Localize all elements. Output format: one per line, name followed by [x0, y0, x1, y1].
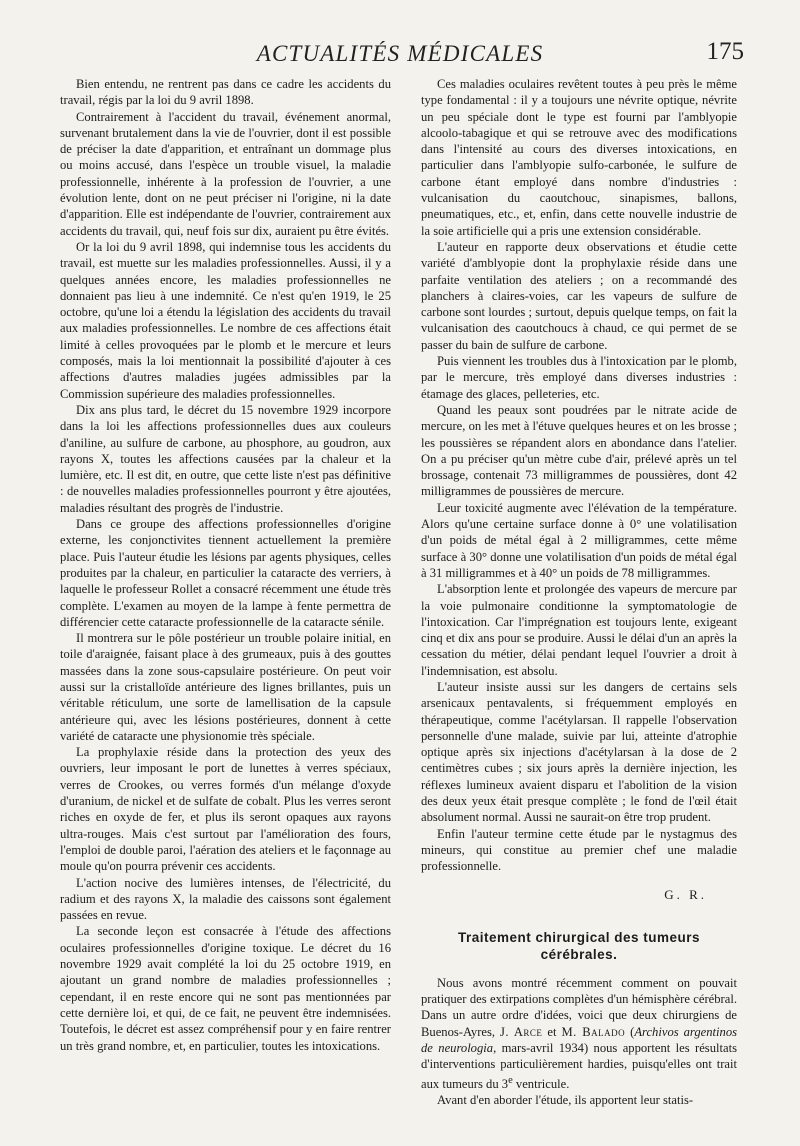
paragraph: L'action nocive des lumières intenses, de l'électricité, du radium et des rayons X, la maladie des caissons sont également passées en revue.: [60, 875, 391, 923]
paragraph: Ces maladies oculaires revêtent toutes à peu près le même type fondamental : il y a toujours une névrite optique, névrite un peu spéciale dont le type est fourni par l'amblyopie alcoolo-tabagique et qui se retrouve avec des modifications dans l'intensité au cours des diverses intoxications, en particulier dans l'amblyopie sulfo-carbonée, le sulfure de carbone étant employé dans nombre d'industries : vulcanisation du caoutchouc, sinapismes, ballons, pneumatiques, etc., et, enfin, dans cette nouvelle industrie de la soie artificielle qui a pris une extension considérable.: [421, 77, 737, 238]
paragraph: Leur toxicité augmente avec l'élévation de la température. Alors qu'une certaine surface donne à 0° une volatilisation d'un poids de métal égal à 2 milligrammes, cette même surface à 30° donne une volatilisation d'un poids de métal égal à 31 milligrammes et à 40° un poids de 78 milligrammes.: [421, 500, 737, 580]
author-name: J. Arce: [500, 1024, 543, 1039]
paragraph: L'auteur insiste aussi sur les dangers de certains sels arsenicaux pentavalents, si fréquemment employés en thérapeutique, comme l'acétylarsan. Il rappelle l'observation personnelle d'une malade, suivie par lui, atteinte d'atrophie optique après six injections d'acétylarsan à la dose de 2 centimètres cubes ; six jours après la dernière injection, les réflexes lumineux avaient disparu et l'abolition de la vision des deux yeux était presque complète ; le fond de l'œil était absolument normal. Aussi ne saurait-on être trop prudent.: [421, 679, 737, 825]
page-header: [0, 38, 800, 70]
paragraph: Dans ce groupe des affections professionnelles d'origine externe, les conjonctivites tiennent actuellement la première place. Puis l'auteur étudie les lésions par agents physiques, celles produites par la chaleur, en particulier la cataracte des verriers, à laquelle le professeur Rollet a consacré récemment une étude très complète. L'examen au moyen de la lampe à fente permettra de différencier cette cataracte professionnelle de la cataracte sénile.: [60, 517, 391, 629]
conjunction: et: [542, 1024, 562, 1039]
paragraph: Contrairement à l'accident du travail, événement anormal, survenant brutalement dans la vie de l'ouvrier, dont il est possible de préciser la date d'apparition, et entraînant un dommage plus ou moins accusé, dans l'espèce un trouble visuel, la maladie professionnelle, inhérente à la profession de l'ouvrier, a une évolution lente, dont on ne peut préciser ni l'origine, ni la date d'apparition. Elle est indépendante de l'ouvrier, contrairement aux accidents du travail, qui, neuf fois sur dix, auraient pu être évités.: [60, 109, 391, 238]
paragraph: Nous avons montré récemment comment on pouvait pratiquer des extirpations complètes d'un hémisphère cérébral. Dans un autre ordre d'idées, voici que deux chirurgiens de Buenos-Ayres, J. Arce et M. Balado (Archivos argentinos de neurologia, mars-avril 1934) nous apportent les résultats d'interventions particulièrement hardies, puisqu'elles ont trait aux tumeurs du 3e ventricule.: [421, 975, 738, 1091]
paragraph: Quand les peaux sont poudrées par le nitrate acide de mercure, on les met à l'étuve quelques heures et on les brosse ; les poussières se répandent alors en abondance dans l'atelier. On a pu préciser qu'un mètre cube d'air, prélevé après un tel brossage, contenait 73 milligrammes de poussières, dont 42 milligrammes de poussières de mercure.: [421, 402, 737, 499]
paragraph: Or la loi du 9 avril 1898, qui indemnise tous les accidents du travail, est muette sur les maladies professionnelles. Aussi, il y a quelques années encore, les maladies professionnelles ne donnaient pas lieu à une indemnité. Ce n'est qu'en 1919, le 25 octobre, qu'une loi a étendu la législation des accidents du travail aux maladies professionnelles. Le nombre de ces affections était limité à celles provoquées par le plomb et le mercure et leurs composés, mais la loi mentionnait la possibilité d'ajouter à ces affections d'autres maladies jugées admissibles par la Commission supérieure des maladies professionnelles.: [60, 239, 391, 401]
journal-name: Archivos argentinos de neurologia: [421, 1024, 738, 1056]
running-title: ACTUALITÉS MÉDICALES: [256, 41, 544, 66]
paragraph: Puis viennent les troubles dus à l'intoxication par le plomb, par le mercure, très employé dans diverses industries : étamage des glaces, pelleteries, etc.: [421, 354, 737, 401]
paragraph: La prophylaxie réside dans la protection des yeux des ouvriers, leur imposant le port de lunettes à verres spéciaux, verres de Crookes, ou verres formés d'un mélange d'oxyde d'uranium, de nickel et de sulfate de cobalt. Plus les verres seront riches en oxyde de fer, et plus ils seront opaques aux rayons ultra-rouges. Mais c'est surtout par l'amélioration des fours, l'emploi de double paroi, l'aération des ateliers et le façonnage au moule qu'on pourra prévenir ces accidents.: [60, 745, 391, 874]
paragraph-text: ventricule.: [512, 1076, 570, 1091]
author-signature: G. R.: [664, 886, 707, 902]
paragraph: Bien entendu, ne rentrent pas dans ce cadre les accidents du travail, régis par la loi du 9 avril 1898.: [60, 77, 391, 108]
paragraph-text: Nous avons montré récemment comment on pouvait pratiquer des extirpations complètes d'un hémisphère cérébral. Dans un autre ordre d'idées, voici que deux chirurgiens de Buenos-Ayres,: [421, 975, 737, 1039]
paragraph: L'absorption lente et prolongée des vapeurs de mercure par la voie pulmonaire conditionne la symptomatologie de l'intoxication. Car l'imprégnation est toujours lente, exigeant cinq et dix ans pour se produire. Aussi le délai d'un an après la cessation du métier, délai pendant lequel l'ouvrier a droit à l'indemnisation, est absolu.: [421, 582, 737, 678]
paragraph: Avant d'en aborder l'étude, ils apportent leur statis-: [437, 1093, 694, 1108]
left-column: [60, 76, 391, 1054]
right-column: [421, 76, 737, 1108]
paragraph: La seconde leçon est consacrée à l'étude des affections oculaires professionnelles d'origine toxique. Le décret du 16 novembre 1929 avait complété la loi du 25 octobre 1919, en ajoutant un grand nombre de maladies professionnelles ; cependant, il en reste encore qui ne sont pas mentionnées par cette dernière loi, et qui, de ce fait, ne peuvent être indemnisées. Toutefois, le décret est assez compréhensif pour y en faire rentrer un très grand nombre, et, en particulier, toutes les intoxications.: [60, 924, 391, 1053]
paragraph: L'auteur en rapporte deux observations et étudie cette variété d'amblyopie dont la prophylaxie réside dans une parfaite ventilation des ateliers ; on a recommandé des planchers à claires-voies, car les vapeurs de sulfure de carbone sont lourdes ; surtout, depuis quelque temps, on fait la vulcanisation des caoutchoucs à chaud, ce qui permet de se passer du bain de sulfure de carbone.: [421, 239, 737, 352]
section-title-line-2: cérébrales.: [540, 946, 618, 962]
paragraph: Dix ans plus tard, le décret du 15 novembre 1929 incorpore dans la loi les affections professionnelles dues aux couleurs d'aniline, au sulfure de carbone, au phosphore, au goudron, aux rayons X, toutes les affections causées par la chaleur et la lumière, etc. Il est dit, en outre, que cette liste n'est pas définitive : de nouvelles maladies professionnelles pourront y être ajoutées, maladies résultant des progrès de l'industrie.: [60, 402, 391, 515]
page-number: 175: [706, 38, 744, 65]
citation-text: , mars-avril 1934) nous apportent les résultats d'interventions particulièrement hardies, puisqu'elles ont trait aux tumeurs du 3: [421, 1041, 737, 1091]
section-title-line-1: Traitement chirurgical des tumeurs: [457, 929, 701, 945]
author-name: M. Balado: [561, 1024, 626, 1039]
section-title: [421, 929, 737, 963]
paragraph: Il montrera sur le pôle postérieur un trouble polaire initial, en toile d'araignée, faisant place à des grumeaux, puis à des gouttes massées dans la zone sous-capsulaire postérieure. On peut voir aussi sur la cristalloïde antérieure des lignes brillantes, puis un véritable réticulum, une sorte de lamellisation de la capsule antérieure qui, avec les lésions postérieures, donnent à cette variété de cataracte une physionomie très spéciale.: [60, 631, 391, 743]
ordinal-suffix: e: [508, 1074, 513, 1086]
paragraph: Enfin l'auteur termine cette étude par le nystagmus des mineurs, qui constitue au premier chef une maladie professionnelle.: [421, 826, 737, 874]
